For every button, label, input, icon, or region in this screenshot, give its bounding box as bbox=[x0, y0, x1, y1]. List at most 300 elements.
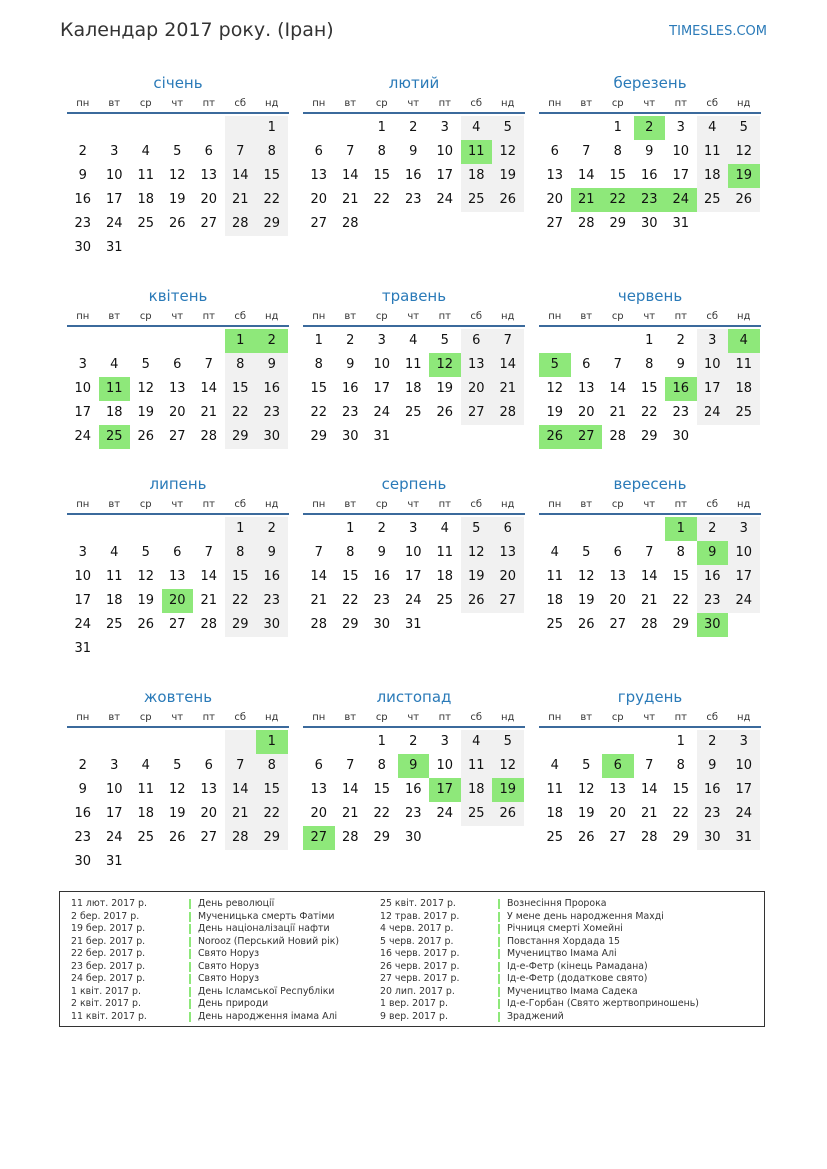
week-row bbox=[67, 353, 289, 377]
day-cell: 30 bbox=[74, 240, 92, 255]
empty-cell bbox=[571, 329, 603, 353]
week-row bbox=[67, 541, 289, 565]
day-cell: 27 bbox=[303, 826, 335, 850]
empty-cell bbox=[162, 329, 194, 353]
day-cell: 5 bbox=[173, 144, 182, 159]
day-cell: 9 bbox=[78, 168, 87, 183]
holiday-marker bbox=[189, 1012, 191, 1022]
day-cell: 22 bbox=[256, 802, 288, 826]
day-cell: 30 bbox=[672, 429, 690, 444]
empty-cell bbox=[571, 517, 603, 541]
day-cell: 27 bbox=[609, 830, 627, 845]
day-cell: 20 bbox=[546, 192, 564, 207]
empty-cell bbox=[225, 637, 257, 661]
day-cell: 17 bbox=[429, 778, 461, 802]
day-cell: 28 bbox=[640, 830, 658, 845]
day-cell: 27 bbox=[609, 617, 627, 632]
weekday-label: сб bbox=[234, 499, 247, 510]
month-name: травень bbox=[381, 287, 447, 305]
day-cell: 16 bbox=[373, 569, 391, 584]
day-cell: 9 bbox=[398, 754, 430, 778]
day-cell: 22 bbox=[225, 589, 257, 613]
day-cell: 18 bbox=[105, 593, 123, 608]
weekday-label: пн bbox=[548, 311, 562, 322]
day-cell: 25 bbox=[436, 593, 454, 608]
day-cell: 18 bbox=[404, 381, 422, 396]
day-cell: 10 bbox=[436, 758, 454, 773]
day-cell: 7 bbox=[645, 545, 654, 560]
day-cell: 20 bbox=[310, 806, 328, 821]
week-row bbox=[67, 401, 289, 425]
holiday-row bbox=[380, 923, 699, 936]
week-row bbox=[303, 517, 525, 541]
day-cell: 20 bbox=[461, 377, 493, 401]
day-cell: 4 bbox=[550, 545, 559, 560]
week-row bbox=[67, 589, 289, 613]
weekday-label: сб bbox=[706, 98, 719, 109]
holiday-name: У мене день народження Махді bbox=[507, 910, 664, 922]
day-cell: 3 bbox=[676, 120, 685, 135]
month-name: жовтень bbox=[143, 688, 213, 706]
day-cell: 25 bbox=[137, 830, 155, 845]
empty-cell bbox=[303, 730, 335, 754]
day-cell: 24 bbox=[728, 589, 760, 613]
day-cell: 10 bbox=[373, 357, 391, 372]
day-cell: 30 bbox=[256, 425, 288, 449]
week-row bbox=[539, 754, 761, 778]
month-calendar bbox=[539, 73, 761, 236]
day-cell: 9 bbox=[256, 353, 288, 377]
page-title: Календар 2017 року. (Іран) bbox=[60, 19, 334, 41]
day-cell: 4 bbox=[461, 730, 493, 754]
week-row bbox=[303, 401, 525, 425]
day-cell: 27 bbox=[310, 216, 328, 231]
weekday-label: чт bbox=[171, 311, 184, 322]
weekday-label: нд bbox=[265, 311, 279, 322]
day-cell: 10 bbox=[105, 168, 123, 183]
month-calendar bbox=[539, 474, 761, 637]
day-cell: 26 bbox=[436, 405, 454, 420]
day-cell: 23 bbox=[74, 830, 92, 845]
day-cell: 5 bbox=[728, 116, 760, 140]
week-row bbox=[539, 826, 761, 850]
day-cell: 19 bbox=[546, 405, 564, 420]
holiday-name: Norooz (Перський Новий рік) bbox=[198, 935, 340, 947]
week-row bbox=[539, 329, 761, 353]
weekday-header bbox=[539, 497, 761, 515]
holiday-row bbox=[71, 973, 339, 986]
day-cell: 6 bbox=[492, 517, 524, 541]
day-cell: 17 bbox=[74, 593, 92, 608]
day-cell: 8 bbox=[256, 140, 288, 164]
day-cell: 30 bbox=[373, 617, 391, 632]
day-cell: 11 bbox=[99, 377, 131, 401]
day-cell: 4 bbox=[110, 545, 119, 560]
day-cell: 10 bbox=[74, 569, 92, 584]
day-cell: 21 bbox=[640, 806, 658, 821]
day-cell: 10 bbox=[105, 782, 123, 797]
day-cell: 5 bbox=[173, 758, 182, 773]
day-cell: 12 bbox=[577, 569, 595, 584]
month-calendar bbox=[539, 286, 761, 449]
day-cell: 7 bbox=[346, 758, 355, 773]
day-cell: 13 bbox=[461, 353, 493, 377]
weekday-label: ср bbox=[139, 499, 152, 510]
day-cell: 4 bbox=[409, 333, 418, 348]
day-cell: 22 bbox=[341, 593, 359, 608]
day-cell: 28 bbox=[200, 429, 218, 444]
day-cell: 25 bbox=[728, 401, 760, 425]
site-brand-link[interactable]: TIMESLES.COM bbox=[669, 24, 767, 39]
empty-cell bbox=[67, 517, 99, 541]
empty-cell bbox=[366, 212, 398, 236]
day-cell: 25 bbox=[99, 425, 131, 449]
holiday-date: 19 бер. 2017 р. bbox=[71, 923, 146, 934]
day-cell: 16 bbox=[256, 377, 288, 401]
day-cell: 9 bbox=[78, 782, 87, 797]
holiday-name: Зраджений bbox=[507, 1010, 564, 1022]
day-cell: 20 bbox=[200, 192, 218, 207]
holiday-column-left bbox=[71, 898, 339, 1023]
empty-cell bbox=[461, 826, 493, 850]
weekday-label: пт bbox=[438, 712, 451, 723]
day-cell: 14 bbox=[341, 782, 359, 797]
holiday-row bbox=[71, 961, 339, 974]
day-cell: 29 bbox=[672, 617, 690, 632]
day-cell: 22 bbox=[373, 192, 391, 207]
day-cell: 23 bbox=[697, 802, 729, 826]
day-cell: 20 bbox=[200, 806, 218, 821]
day-cell: 8 bbox=[377, 144, 386, 159]
day-cell: 8 bbox=[676, 758, 685, 773]
day-cell: 22 bbox=[373, 806, 391, 821]
day-cell: 3 bbox=[440, 734, 449, 749]
day-cell: 22 bbox=[310, 405, 328, 420]
empty-cell bbox=[728, 425, 760, 449]
weekday-label: пн bbox=[76, 311, 90, 322]
weekday-header bbox=[67, 96, 289, 114]
day-cell: 18 bbox=[546, 593, 564, 608]
weekday-label: сб bbox=[706, 499, 719, 510]
weekday-label: пн bbox=[548, 98, 562, 109]
weekday-label: сб bbox=[234, 311, 247, 322]
weekday-label: сб bbox=[470, 98, 483, 109]
holiday-name: Свято Норуз bbox=[198, 973, 260, 984]
empty-cell bbox=[130, 850, 162, 874]
day-cell: 21 bbox=[609, 405, 627, 420]
month-name: листопад bbox=[376, 688, 452, 706]
day-cell: 14 bbox=[200, 381, 218, 396]
week-row bbox=[303, 164, 525, 188]
weekday-label: чт bbox=[407, 311, 420, 322]
day-cell: 18 bbox=[461, 164, 493, 188]
week-row bbox=[303, 826, 525, 850]
day-cell: 5 bbox=[461, 517, 493, 541]
day-cell: 7 bbox=[346, 144, 355, 159]
empty-cell bbox=[99, 329, 131, 353]
holiday-marker bbox=[189, 924, 191, 934]
day-cell: 30 bbox=[74, 854, 92, 869]
day-cell: 12 bbox=[137, 381, 155, 396]
holiday-list bbox=[59, 891, 765, 1027]
day-cell: 31 bbox=[672, 216, 690, 231]
week-row bbox=[539, 425, 761, 449]
week-row bbox=[303, 778, 525, 802]
weekday-label: нд bbox=[265, 712, 279, 723]
day-cell: 14 bbox=[200, 569, 218, 584]
day-cell: 7 bbox=[314, 545, 323, 560]
weekday-label: ср bbox=[139, 712, 152, 723]
day-cell: 28 bbox=[341, 830, 359, 845]
day-cell: 1 bbox=[377, 120, 386, 135]
day-cell: 23 bbox=[373, 593, 391, 608]
holiday-row bbox=[71, 936, 339, 949]
empty-cell bbox=[335, 730, 367, 754]
empty-cell bbox=[99, 517, 131, 541]
week-row bbox=[303, 565, 525, 589]
day-cell: 24 bbox=[74, 429, 92, 444]
month-calendar bbox=[67, 73, 289, 260]
day-cell: 1 bbox=[256, 730, 288, 754]
weekday-label: нд bbox=[265, 98, 279, 109]
holiday-date: 21 бер. 2017 р. bbox=[71, 935, 146, 947]
holiday-name: Мучеництво Імама Алі bbox=[507, 948, 617, 959]
day-cell: 25 bbox=[105, 617, 123, 632]
empty-cell bbox=[602, 517, 634, 541]
week-row bbox=[539, 164, 761, 188]
day-cell: 8 bbox=[613, 144, 622, 159]
day-cell: 7 bbox=[225, 754, 257, 778]
day-cell: 11 bbox=[105, 569, 123, 584]
day-cell: 29 bbox=[256, 826, 288, 850]
day-cell: 27 bbox=[461, 401, 493, 425]
day-cell: 28 bbox=[609, 429, 627, 444]
day-cell: 6 bbox=[602, 754, 634, 778]
day-cell: 18 bbox=[697, 164, 729, 188]
day-cell: 23 bbox=[404, 806, 422, 821]
weekday-label: ср bbox=[611, 98, 624, 109]
day-cell: 26 bbox=[492, 188, 524, 212]
empty-cell bbox=[130, 329, 162, 353]
day-cell: 22 bbox=[225, 401, 257, 425]
empty-cell bbox=[193, 329, 225, 353]
week-row bbox=[539, 188, 761, 212]
weekday-label: ср bbox=[139, 311, 152, 322]
holiday-name: День природи bbox=[198, 998, 269, 1009]
day-cell: 7 bbox=[204, 545, 213, 560]
week-row bbox=[303, 589, 525, 613]
weekday-label: сб bbox=[470, 311, 483, 322]
day-cell: 14 bbox=[577, 168, 595, 183]
day-cell: 15 bbox=[640, 381, 658, 396]
day-cell: 25 bbox=[697, 188, 729, 212]
day-cell: 11 bbox=[137, 782, 155, 797]
day-cell: 1 bbox=[346, 521, 355, 536]
week-row bbox=[539, 116, 761, 140]
week-row bbox=[303, 353, 525, 377]
empty-cell bbox=[539, 730, 571, 754]
holiday-date: 4 черв. 2017 р. bbox=[380, 923, 454, 934]
weekday-label: вт bbox=[344, 98, 357, 109]
holiday-date: 11 квіт. 2017 р. bbox=[71, 1010, 147, 1022]
day-cell: 10 bbox=[697, 353, 729, 377]
weekday-label: пт bbox=[438, 311, 451, 322]
weekday-label: ср bbox=[375, 98, 388, 109]
holiday-date: 9 вер. 2017 р. bbox=[380, 1010, 448, 1022]
day-cell: 26 bbox=[577, 617, 595, 632]
holiday-marker bbox=[189, 962, 191, 972]
day-cell: 5 bbox=[539, 353, 571, 377]
day-cell: 15 bbox=[373, 782, 391, 797]
day-cell: 3 bbox=[728, 730, 760, 754]
weekday-label: нд bbox=[501, 98, 515, 109]
day-cell: 17 bbox=[672, 168, 690, 183]
day-cell: 19 bbox=[577, 806, 595, 821]
day-cell: 20 bbox=[168, 405, 186, 420]
day-cell: 9 bbox=[346, 357, 355, 372]
week-row bbox=[303, 754, 525, 778]
weekday-label: пт bbox=[674, 98, 687, 109]
month-calendar bbox=[539, 687, 761, 850]
weekday-label: чт bbox=[643, 98, 656, 109]
day-cell: 19 bbox=[492, 778, 524, 802]
week-row bbox=[539, 212, 761, 236]
weekday-header bbox=[303, 710, 525, 728]
weekday-label: вт bbox=[580, 712, 593, 723]
week-row bbox=[67, 730, 289, 754]
week-row bbox=[539, 353, 761, 377]
empty-cell bbox=[429, 212, 461, 236]
weekday-label: пн bbox=[312, 499, 326, 510]
empty-cell bbox=[193, 730, 225, 754]
day-cell: 6 bbox=[613, 545, 622, 560]
holiday-name: Ід-е-Фетр (кінець Рамадана) bbox=[507, 960, 648, 972]
empty-cell bbox=[67, 329, 99, 353]
holiday-row bbox=[380, 998, 699, 1011]
day-cell: 17 bbox=[105, 192, 123, 207]
day-cell: 14 bbox=[341, 168, 359, 183]
day-cell: 20 bbox=[310, 192, 328, 207]
day-cell: 15 bbox=[672, 569, 690, 584]
week-row bbox=[303, 802, 525, 826]
empty-cell bbox=[697, 212, 729, 236]
holiday-date: 1 вер. 2017 р. bbox=[380, 998, 448, 1009]
week-row bbox=[539, 589, 761, 613]
holiday-date: 27 черв. 2017 р. bbox=[380, 973, 460, 984]
weekday-label: нд bbox=[265, 499, 279, 510]
weekday-label: вт bbox=[580, 98, 593, 109]
day-cell: 17 bbox=[436, 168, 454, 183]
month-calendar bbox=[303, 474, 525, 637]
day-cell: 17 bbox=[373, 381, 391, 396]
day-cell: 27 bbox=[546, 216, 564, 231]
empty-cell bbox=[429, 425, 461, 449]
day-cell: 1 bbox=[225, 329, 257, 353]
day-cell: 6 bbox=[173, 357, 182, 372]
empty-cell bbox=[162, 730, 194, 754]
day-cell: 27 bbox=[492, 589, 524, 613]
day-cell: 2 bbox=[409, 120, 418, 135]
day-cell: 7 bbox=[582, 144, 591, 159]
day-cell: 2 bbox=[697, 730, 729, 754]
holiday-marker bbox=[498, 924, 500, 934]
day-cell: 14 bbox=[640, 569, 658, 584]
weekday-header bbox=[303, 497, 525, 515]
weekday-label: нд bbox=[501, 311, 515, 322]
empty-cell bbox=[303, 116, 335, 140]
day-cell: 2 bbox=[634, 116, 666, 140]
holiday-marker bbox=[498, 937, 500, 947]
day-cell: 20 bbox=[492, 565, 524, 589]
day-cell: 4 bbox=[141, 144, 150, 159]
empty-cell bbox=[99, 637, 131, 661]
week-row bbox=[303, 329, 525, 353]
month-calendar bbox=[67, 687, 289, 874]
month-name: липень bbox=[149, 475, 207, 493]
holiday-name: Ід-е-Горбан (Свято жертвоприношень) bbox=[507, 998, 699, 1009]
empty-cell bbox=[162, 517, 194, 541]
day-cell: 21 bbox=[571, 188, 603, 212]
weekday-label: ср bbox=[611, 499, 624, 510]
day-cell: 24 bbox=[105, 216, 123, 231]
day-cell: 28 bbox=[341, 216, 359, 231]
day-cell: 30 bbox=[404, 830, 422, 845]
holiday-row bbox=[380, 973, 699, 986]
holiday-name: Вознесіння Пророка bbox=[507, 898, 607, 909]
holiday-name: Річниця смерті Хомейні bbox=[507, 923, 623, 934]
holiday-marker bbox=[498, 987, 500, 997]
day-cell: 10 bbox=[728, 541, 760, 565]
day-cell: 20 bbox=[609, 806, 627, 821]
week-row bbox=[67, 188, 289, 212]
day-cell: 6 bbox=[204, 758, 213, 773]
holiday-marker bbox=[189, 937, 191, 947]
holiday-row bbox=[71, 998, 339, 1011]
weekday-label: пн bbox=[76, 712, 90, 723]
holiday-marker bbox=[189, 899, 191, 909]
weekday-label: пт bbox=[202, 311, 215, 322]
day-cell: 9 bbox=[256, 541, 288, 565]
day-cell: 27 bbox=[168, 617, 186, 632]
day-cell: 5 bbox=[440, 333, 449, 348]
weekday-label: ср bbox=[375, 712, 388, 723]
holiday-date: 2 бер. 2017 р. bbox=[71, 910, 140, 922]
day-cell: 9 bbox=[377, 545, 386, 560]
month-calendar bbox=[303, 286, 525, 449]
day-cell: 12 bbox=[728, 140, 760, 164]
day-cell: 29 bbox=[609, 216, 627, 231]
day-cell: 26 bbox=[492, 802, 524, 826]
day-cell: 8 bbox=[645, 357, 654, 372]
empty-cell bbox=[256, 637, 288, 661]
day-cell: 3 bbox=[440, 120, 449, 135]
day-cell: 21 bbox=[341, 806, 359, 821]
day-cell: 29 bbox=[341, 617, 359, 632]
holiday-row bbox=[380, 911, 699, 924]
day-cell: 11 bbox=[697, 140, 729, 164]
day-cell: 15 bbox=[256, 778, 288, 802]
empty-cell bbox=[429, 613, 461, 637]
empty-cell bbox=[256, 236, 288, 260]
day-cell: 19 bbox=[137, 405, 155, 420]
weekday-label: ср bbox=[611, 712, 624, 723]
day-cell: 11 bbox=[728, 353, 760, 377]
weekday-label: пт bbox=[674, 311, 687, 322]
day-cell: 17 bbox=[74, 405, 92, 420]
day-cell: 15 bbox=[310, 381, 328, 396]
holiday-marker bbox=[498, 962, 500, 972]
day-cell: 1 bbox=[645, 333, 654, 348]
